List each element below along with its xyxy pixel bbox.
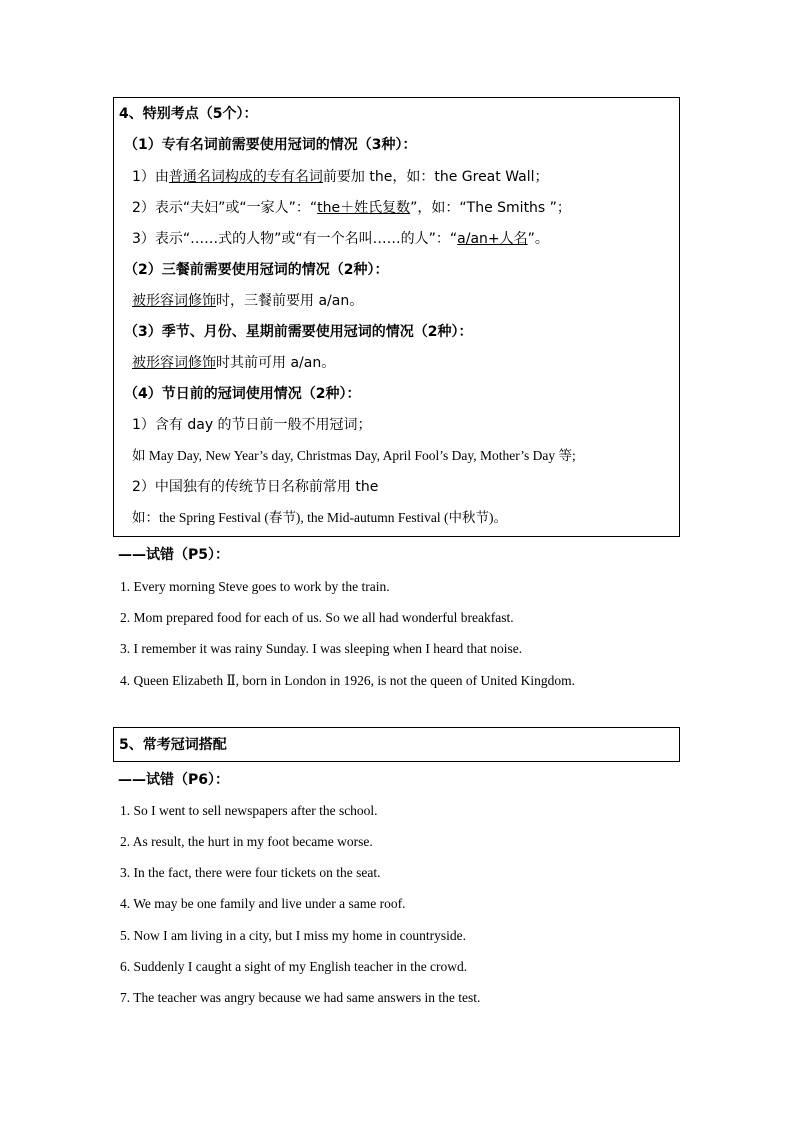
sub1-item-3: 3）表示“……式的人物”或“有一个名叫……的人”：“a/an+人名”。 <box>132 231 549 247</box>
sub3-text: 被形容词修饰时其前可用 a/an。 <box>132 355 336 371</box>
practice-2-sentence: 2. As result, the hurt in my foot became worse. <box>120 834 373 849</box>
sub4-heading: （4）节日前的冠词使用情况（2种）： <box>124 386 361 402</box>
sub3-heading: （3）季节、月份、星期前需要使用冠词的情况（2种）： <box>124 324 473 340</box>
sub4-example-1: 如 May Day, New Year’s day, Christmas Day, April Fool’s Day, Mother’s Day 等; <box>132 448 576 463</box>
sub2-text: 被形容词修饰时，三餐前要用 a/an。 <box>132 293 364 309</box>
section-4-title: 4、特别考点（5个）： <box>119 106 258 122</box>
practice-2-label: ——试错（P6）： <box>118 772 230 788</box>
sub4-item-2: 2）中国独有的传统节日名称前常用 the <box>132 479 379 495</box>
section-4-box <box>113 97 680 537</box>
sub2-heading: （2）三餐前需要使用冠词的情况（2种）： <box>124 262 389 278</box>
sub1-heading: （1）专有名词前需要使用冠词的情况（3种）： <box>124 137 417 153</box>
sub4-example-2: 如：the Spring Festival (春节), the Mid-autumn Festival (中秋节)。 <box>132 510 507 525</box>
practice-2-sentence: 3. In the fact, there were four tickets on the seat. <box>120 865 381 880</box>
practice-1-label: ——试错（P5）： <box>118 547 230 563</box>
practice-1-sentence: 3. I remember it was rainy Sunday. I was sleeping when I heard that noise. <box>120 641 523 656</box>
practice-2-sentence: 7. The teacher was angry because we had same answers in the test. <box>120 990 481 1005</box>
practice-2-sentence: 6. Suddenly I caught a sight of my English teacher in the crowd. <box>120 959 468 974</box>
sub4-item-1: 1）含有 day 的节日前一般不用冠词； <box>132 417 372 433</box>
section-5-box <box>113 727 680 762</box>
practice-1-sentence: 4. Queen Elizabeth Ⅱ, born in London in 1926, is not the queen of United Kingdom. <box>120 673 575 688</box>
practice-1-sentence: 2. Mom prepared food for each of us. So we all had wonderful breakfast. <box>120 610 514 625</box>
practice-2-sentence: 4. We may be one family and live under a same roof. <box>120 896 406 911</box>
sub1-item-2: 2）表示“夫妇”或“一家人”：“the＋姓氏复数”，如：“The Smiths ”； <box>132 200 571 216</box>
section-5-title: 5、常考冠词搭配 <box>119 737 227 753</box>
sub1-item-1: 1）由普通名词构成的专有名词前要加 the，如：the Great Wall； <box>132 169 549 185</box>
practice-2-sentence: 5. Now I am living in a city, but I miss my home in countryside. <box>120 928 466 943</box>
practice-1-sentence: 1. Every morning Steve goes to work by the train. <box>120 579 390 594</box>
practice-2-sentence: 1. So I went to sell newspapers after the school. <box>120 803 378 818</box>
